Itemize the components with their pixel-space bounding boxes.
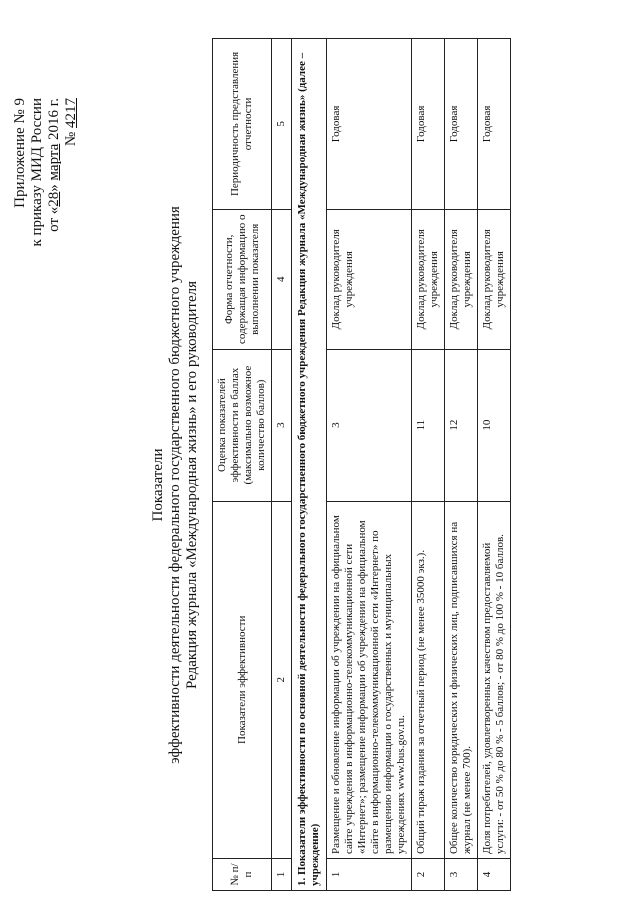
appendix-number: № 4217 bbox=[63, 98, 79, 147]
row-periodicity: Годовая bbox=[445, 39, 478, 210]
col-number: 5 bbox=[272, 39, 292, 210]
row-score: 11 bbox=[412, 349, 445, 501]
appendix-block bbox=[12, 98, 80, 328]
row-number: 4 bbox=[478, 859, 511, 891]
row-number: 1 bbox=[327, 859, 412, 891]
row-indicator: Общее количество юридических и физических лиц, подписавшихся на журнал (не менее 700). bbox=[445, 501, 478, 859]
appendix-line2: к приказу МИД России bbox=[29, 98, 45, 247]
heading-line2: эффективности деятельности федерального государственного бюджетного учреждения bbox=[167, 206, 183, 764]
row-periodicity: Годовая bbox=[478, 39, 511, 210]
appendix-date: от «28» марта 2016 г. bbox=[46, 98, 62, 232]
row-score: 12 bbox=[445, 349, 478, 501]
row-report-form: Доклад руководителя учреждения bbox=[412, 209, 445, 349]
table-row bbox=[412, 39, 445, 891]
header-report-form: Форма отчетности, содержащая информацию о выполнении показателя bbox=[213, 209, 272, 349]
row-periodicity: Годовая bbox=[327, 39, 412, 210]
col-number: 3 bbox=[272, 349, 292, 501]
table-header-row bbox=[213, 39, 272, 891]
appendix-month: марта bbox=[46, 143, 62, 181]
row-indicator: Доля потребителей, удовлетворенных качеством предоставляемой услуги: - от 50 % до 80 % - 5 баллов; - от 80 % до 100 % - 10 баллов. bbox=[478, 501, 511, 859]
row-report-form: Доклад руководителя учреждения bbox=[327, 209, 412, 349]
col-number: 1 bbox=[272, 859, 292, 891]
section-title: 1. Показатели эффективности по основной деятельности федерального государственного бюджетного учреждения Редакция журнала «Международная жизнь» (далее – учреждение) bbox=[292, 39, 327, 891]
col-number: 2 bbox=[272, 501, 292, 859]
section-row bbox=[292, 39, 327, 891]
col-number: 4 bbox=[272, 209, 292, 349]
row-number: 3 bbox=[445, 859, 478, 891]
appendix-line1: Приложение № 9 bbox=[12, 98, 28, 208]
heading-title: Показатели bbox=[150, 448, 166, 522]
indicators-table bbox=[212, 38, 511, 891]
header-number: № п/п bbox=[213, 859, 272, 891]
row-report-form: Доклад руководителя учреждения bbox=[478, 209, 511, 349]
row-score: 3 bbox=[327, 349, 412, 501]
column-number-row bbox=[272, 39, 292, 891]
row-report-form: Доклад руководителя учреждения bbox=[445, 209, 478, 349]
row-periodicity: Годовая bbox=[412, 39, 445, 210]
heading-line3: Редакция журнала «Международная жизнь» и его руководителя bbox=[184, 281, 200, 690]
appendix-year: 2016 г. bbox=[46, 98, 62, 140]
header-score: Оценка показателей эффективности в баллах (максимально возможное количество баллов) bbox=[213, 349, 272, 501]
row-number: 2 bbox=[412, 859, 445, 891]
document-heading bbox=[150, 185, 201, 785]
table-row bbox=[445, 39, 478, 891]
table-row bbox=[478, 39, 511, 891]
header-periodicity: Периодичность представления отчетности bbox=[213, 39, 272, 210]
table-row bbox=[327, 39, 412, 891]
row-indicator: Размещение и обновление информации об учреждении на официальном сайте учреждения в информационно-телекоммуникационной сети «Интернет»; размещение информации об учреждении на официальном сайте в информационно-телекоммуникационной сети «Интернет» по размещению информации о государственных и муниципальных учреждениях www.bus.gov.ru. bbox=[327, 501, 412, 859]
row-indicator: Общий тираж издания за отчетный период (не менее 35000 экз.). bbox=[412, 501, 445, 859]
row-score: 10 bbox=[478, 349, 511, 501]
header-indicator: Показатели эффективности bbox=[213, 501, 272, 859]
appendix-day: 28 bbox=[46, 191, 62, 207]
